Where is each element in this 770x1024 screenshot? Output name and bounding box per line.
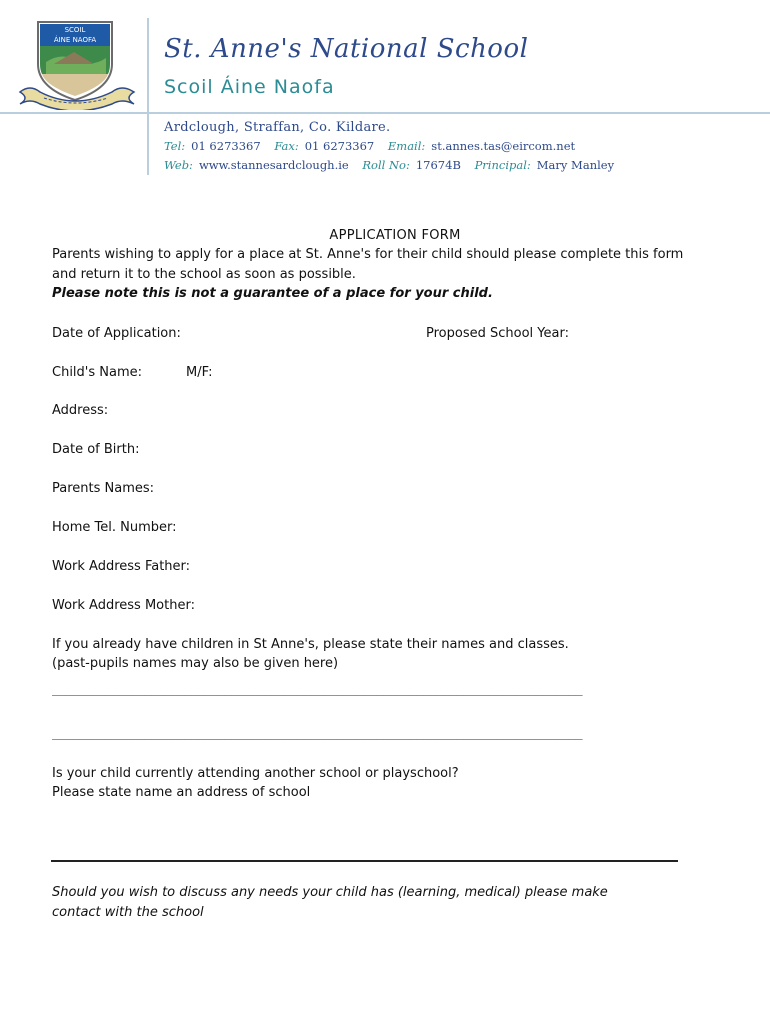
work-address-mother-label: Work Address Mother: xyxy=(52,598,195,613)
crest-text-top: SCOIL xyxy=(64,26,86,34)
address-label: Address: xyxy=(52,403,109,418)
header-horizontal-rule xyxy=(0,112,770,114)
siblings-question-line-2: (past-pupils names may also be given here) xyxy=(52,656,339,671)
roll-value: 17674B xyxy=(415,158,461,172)
school-address: Ardclough, Straffan, Co. Kildare. xyxy=(164,120,391,135)
parents-names-label: Parents Names: xyxy=(52,481,155,496)
tel-value: 01 6273367 xyxy=(191,139,261,153)
intro-text-line-1: Parents wishing to apply for a place at St. Anne's for their child should please complete this form xyxy=(52,247,684,262)
needs-note-line-2: contact with the school xyxy=(52,905,204,920)
school-crest-logo xyxy=(16,18,138,110)
email-link[interactable]: st.annes.tas@eircom.net xyxy=(431,139,576,153)
principal-label: Principal: xyxy=(474,158,531,172)
work-address-father-label: Work Address Father: xyxy=(52,559,191,574)
guarantee-note: Please note this is not a guarantee of a place for your child. xyxy=(52,286,493,301)
fax-label: Fax: xyxy=(274,139,299,153)
form-title: APPLICATION FORM xyxy=(329,228,461,243)
home-tel-label: Home Tel. Number: xyxy=(52,520,177,535)
other-school-answer-line xyxy=(51,860,678,862)
school-irish-name: Scoil Áine Naofa xyxy=(164,76,335,98)
other-school-question-line-1: Is your child currently attending another school or playschool? xyxy=(52,766,459,781)
web-label: Web: xyxy=(164,158,193,172)
needs-note-line-1: Should you wish to discuss any needs your child has (learning, medical) please make xyxy=(52,885,608,900)
tel-label: Tel: xyxy=(164,139,186,153)
header-vertical-rule xyxy=(147,18,149,175)
other-school-question-line-2: Please state name an address of school xyxy=(52,785,311,800)
siblings-answer-line-1: ________________________________________________________________________________ xyxy=(52,682,582,696)
contact-line-1 xyxy=(164,139,585,153)
proposed-school-year-label: Proposed School Year: xyxy=(426,326,569,341)
email-label: Email: xyxy=(387,139,426,153)
gender-label: M/F: xyxy=(186,365,213,380)
contact-line-2 xyxy=(164,158,624,172)
childs-name-label: Child's Name: xyxy=(52,365,143,380)
intro-text-line-2: and return it to the school as soon as possible. xyxy=(52,267,356,282)
roll-label: Roll No: xyxy=(362,158,410,172)
crest-text-bottom: ÁINE NAOFA xyxy=(53,36,97,44)
siblings-answer-line-2: ________________________________________________________________________________ xyxy=(52,726,582,740)
date-of-birth-label: Date of Birth: xyxy=(52,442,140,457)
fax-value: 01 6273367 xyxy=(304,139,375,153)
school-name: St. Anne's National School xyxy=(164,34,529,64)
principal-value: Mary Manley xyxy=(536,158,615,172)
date-of-application-label: Date of Application: xyxy=(52,326,181,341)
siblings-question-line-1: If you already have children in St Anne's, please state their names and classes. xyxy=(52,637,569,652)
web-link[interactable]: www.stannesardclough.ie xyxy=(198,158,349,172)
